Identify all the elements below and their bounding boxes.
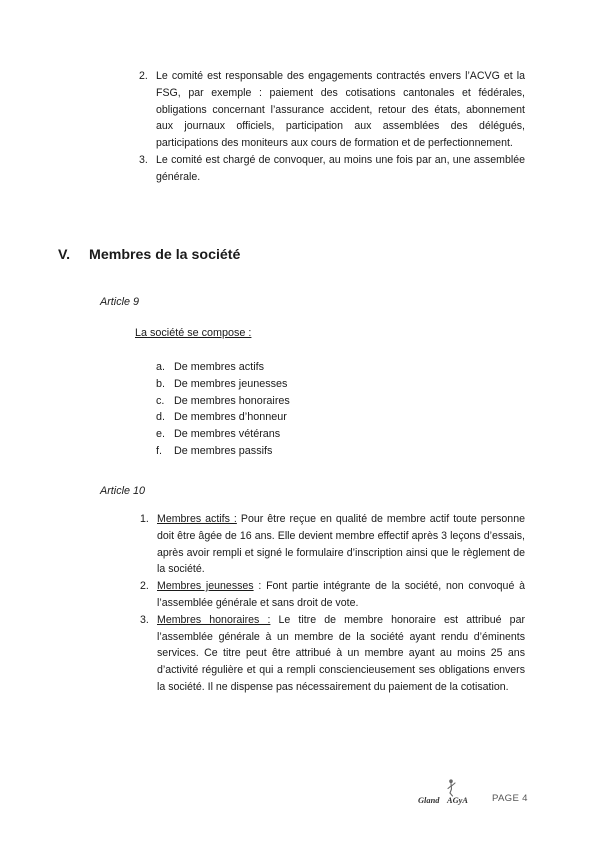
section-title: Membres de la société <box>89 247 241 263</box>
list-item-text: De membres passifs <box>174 444 273 457</box>
member-types-list <box>156 359 424 460</box>
list-item-text: De membres jeunesses <box>174 377 288 390</box>
list-item-text: De membres vétérans <box>174 428 281 441</box>
list-item <box>156 443 424 460</box>
list-item <box>156 376 424 393</box>
list-item <box>140 612 525 696</box>
list-item-text <box>157 511 525 578</box>
logo-text-left: Gland <box>418 796 440 805</box>
list-item-letter: a. <box>156 361 166 373</box>
list-item-number: 2. <box>139 70 148 82</box>
list-item <box>156 426 424 443</box>
article-9-label: Article 9 <box>100 296 140 308</box>
list-item-text <box>157 578 525 612</box>
list-item-number: 1. <box>140 513 149 525</box>
member-term: Membres honoraires : <box>157 613 271 626</box>
member-definition: : Font partie intégrante de la société, non convoqué à l’assemblée générale et sans droit de vote. <box>157 580 525 609</box>
list-item-text: Le comité est chargé de convoquer, au moins une fois par an, une assemblée générale. <box>156 153 525 183</box>
member-term: Membres actifs : <box>157 513 237 525</box>
logo-text-right: AGyA <box>447 796 468 805</box>
list-item <box>139 68 525 152</box>
member-term: Membres jeunesses <box>157 580 254 593</box>
list-item <box>139 152 525 186</box>
list-item-text: De membres actifs <box>174 361 264 373</box>
list-item-letter: e. <box>156 428 166 441</box>
list-item-letter: d. <box>156 411 166 424</box>
list-item-letter: c. <box>156 394 165 407</box>
list-item <box>156 359 424 376</box>
list-item <box>140 511 525 578</box>
list-item-text: De membres d’honneur <box>174 411 287 424</box>
list-item <box>140 578 525 612</box>
list-item-text <box>157 612 525 696</box>
section-heading <box>58 245 240 265</box>
member-definition: Le titre de membre honoraire est attribué par l’assemblée générale à un membre de la société ayant rendu d’éminents services. Ce titre peut être attribué à un membre ayant au moins 25 ans d’activité régulière et qui a rempli consciencieusement ses obligations envers la société. Il ne dispense pas nécessairement du paiement de la cotisation. <box>157 613 525 693</box>
list-item-text: Le comité est responsable des engagements contractés envers l’ACVG et la FSG, par exemple : paiement des cotisations cantonales et fédérales, obligations concernant l’assurance accident, retour des états, abonnement aux journaux officiels, participation aux assemblées des délégués, participations des moniteurs aux cours de formation et de perfectionnement. <box>156 70 525 150</box>
list-item-letter: b. <box>156 377 166 390</box>
list-item-text: De membres honoraires <box>174 394 290 407</box>
gland-agya-logo <box>418 778 480 808</box>
article-9-intro: La société se compose : <box>135 327 252 339</box>
member-definitions-list <box>140 511 525 696</box>
list-item-letter: f. <box>156 444 162 457</box>
article-10-label: Article 10 <box>100 485 146 497</box>
list-item-number: 3. <box>139 153 148 166</box>
list-item-number: 2. <box>140 580 149 593</box>
section-number: V. <box>58 247 71 263</box>
member-definition: Pour être reçue en qualité de membre actif toute personne doit être âgée de 16 ans. Elle devient membre effectif après 3 leçons d’essais, après avoir rempli et signé le formulaire d’inscription ainsi que le règlement de la société. <box>157 513 525 576</box>
comite-responsibilities-list <box>139 68 525 186</box>
page-number: PAGE 4 <box>492 793 528 804</box>
list-item <box>156 393 424 410</box>
list-item <box>156 409 424 426</box>
gymnast-figure-icon <box>448 779 455 796</box>
list-item-number: 3. <box>140 613 149 626</box>
